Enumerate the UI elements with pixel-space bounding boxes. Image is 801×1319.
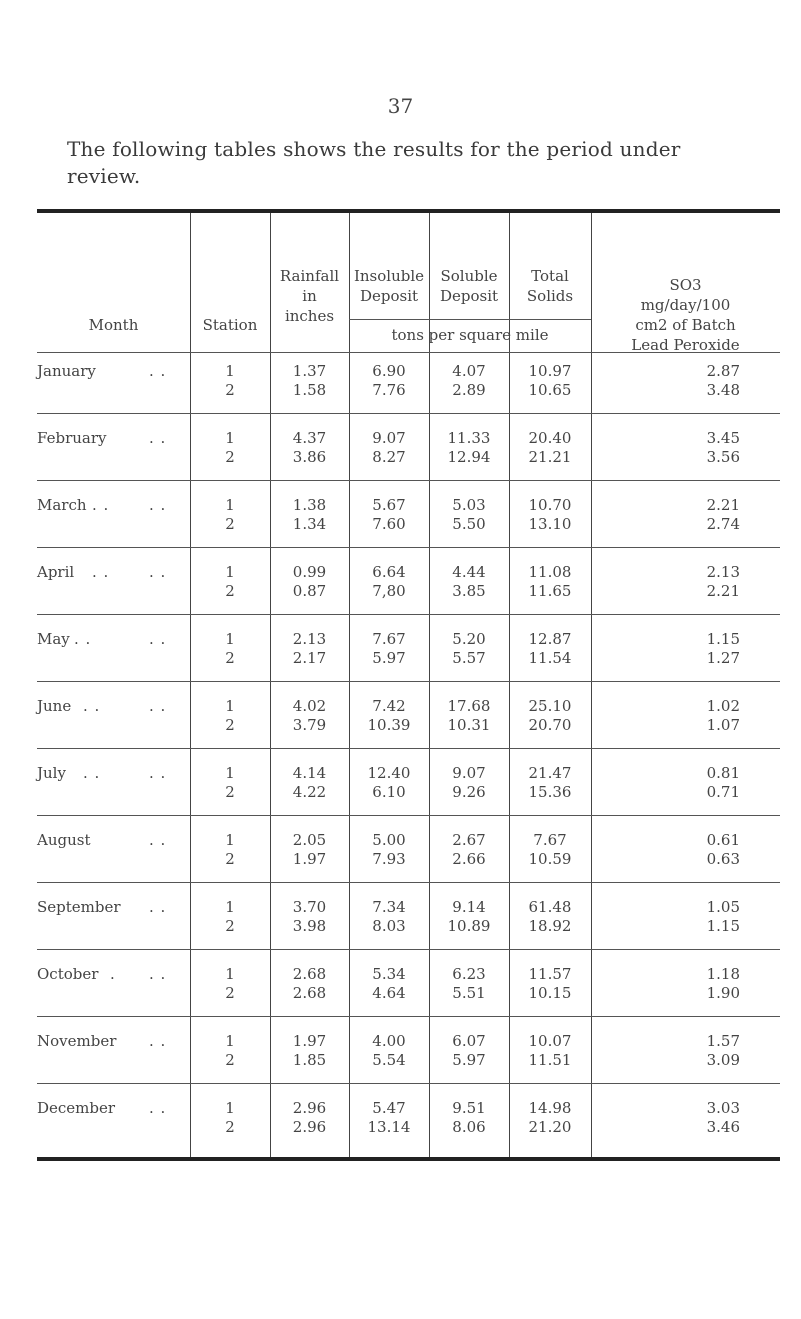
rainfall-value: 1.97	[292, 1032, 327, 1050]
row-divider	[37, 882, 780, 883]
total-value: 21.21	[528, 448, 572, 466]
insoluble-value: 5.54	[372, 1051, 406, 1069]
station-number: 2	[225, 783, 235, 801]
soluble-value: 5.97	[452, 1051, 486, 1069]
header-so3	[591, 275, 780, 355]
insoluble-value: 6.64	[372, 563, 406, 581]
so3-value: 0.63	[706, 850, 740, 868]
header-rainfall-line: inches	[284, 307, 335, 325]
total-value: 15.36	[528, 783, 572, 801]
month-inline-dots: . .	[83, 764, 101, 782]
row-divider	[37, 748, 780, 749]
total-value: 14.98	[528, 1099, 572, 1117]
soluble-value: 10.89	[447, 917, 491, 935]
rainfall-value: 2.17	[292, 649, 327, 667]
header-so3-line: SO3	[669, 276, 702, 294]
intro-paragraph: The following tables shows the results for the period under review.	[67, 137, 681, 188]
rainfall-value: 1.58	[292, 381, 327, 399]
month-inline-dots: . .	[92, 563, 110, 581]
so3-value: 1.57	[706, 1032, 740, 1050]
total-value: 20.40	[528, 429, 572, 447]
station-number: 1	[225, 898, 235, 916]
total-value: 10.65	[528, 381, 572, 399]
total-value: 10.15	[528, 984, 572, 1002]
header-so3-line: mg/day/100	[640, 296, 731, 314]
soluble-value: 17.68	[447, 697, 491, 715]
station-number: 2	[225, 515, 235, 533]
total-value: 11.57	[528, 965, 572, 983]
total-value: 13.10	[528, 515, 572, 533]
station-number: 1	[225, 496, 235, 514]
so3-value: 1.15	[706, 917, 740, 935]
row-divider	[37, 949, 780, 950]
leader-dots: . .	[149, 362, 167, 380]
station-number: 1	[225, 831, 235, 849]
rainfall-value: 2.05	[292, 831, 327, 849]
leader-dots: . .	[149, 697, 167, 715]
soluble-value: 3.85	[452, 582, 486, 600]
row-divider	[37, 1016, 780, 1017]
station-number: 1	[225, 764, 235, 782]
station-number: 2	[225, 649, 235, 667]
table-top-rule	[37, 209, 780, 213]
total-value: 10.07	[528, 1032, 572, 1050]
soluble-value: 6.07	[452, 1032, 486, 1050]
header-rainfall-line: Rainfall	[279, 267, 340, 285]
header-insoluble-line: Deposit	[359, 287, 419, 305]
so3-value: 2.74	[706, 515, 740, 533]
so3-value: 0.61	[706, 831, 740, 849]
rainfall-value: 4.22	[292, 783, 327, 801]
header-insoluble	[349, 266, 429, 306]
header-so3-line: cm2 of Batch	[635, 316, 736, 334]
so3-value: 2.21	[706, 496, 740, 514]
month-label: November	[37, 1032, 117, 1050]
station-number: 1	[225, 697, 235, 715]
leader-dots: . .	[149, 429, 167, 447]
month-label: March	[37, 496, 87, 514]
station-number: 1	[225, 1099, 235, 1117]
station-number: 2	[225, 984, 235, 1002]
leader-dots: . .	[149, 965, 167, 983]
total-value: 10.70	[528, 496, 572, 514]
so3-value: 1.27	[706, 649, 740, 667]
so3-value: 2.21	[706, 582, 740, 600]
so3-value: 0.71	[706, 783, 740, 801]
rainfall-value: 4.14	[292, 764, 327, 782]
soluble-value: 5.20	[452, 630, 486, 648]
total-value: 11.54	[528, 649, 572, 667]
station-number: 2	[225, 716, 235, 734]
rainfall-value: 3.79	[292, 716, 327, 734]
rainfall-value: 1.38	[292, 496, 327, 514]
rainfall-value: 0.87	[292, 582, 327, 600]
rainfall-value: 2.13	[292, 630, 327, 648]
insoluble-value: 7,80	[372, 582, 406, 600]
insoluble-value: 8.27	[372, 448, 406, 466]
station-number: 1	[225, 1032, 235, 1050]
row-divider	[37, 547, 780, 548]
month-label: September	[37, 898, 121, 916]
header-soluble-line: Deposit	[439, 287, 499, 305]
total-value: 18.92	[528, 917, 572, 935]
soluble-value: 5.51	[452, 984, 486, 1002]
rainfall-value: 4.02	[292, 697, 327, 715]
insoluble-value: 5.67	[372, 496, 406, 514]
soluble-value: 4.44	[452, 563, 486, 581]
so3-value: 1.15	[706, 630, 740, 648]
soluble-value: 4.07	[452, 362, 486, 380]
so3-value: 3.46	[706, 1118, 740, 1136]
so3-value: 1.02	[706, 697, 740, 715]
leader-dots: . .	[149, 563, 167, 581]
header-rainfall	[270, 266, 349, 326]
soluble-value: 5.03	[452, 496, 486, 514]
insoluble-value: 4.64	[372, 984, 406, 1002]
table-bottom-rule	[37, 1157, 780, 1161]
total-value: 21.20	[528, 1118, 572, 1136]
so3-value: 1.18	[706, 965, 740, 983]
insoluble-value: 7.60	[372, 515, 406, 533]
total-value: 11.51	[528, 1051, 572, 1069]
units-rule	[349, 319, 591, 320]
rainfall-value: 3.86	[292, 448, 327, 466]
header-total	[509, 266, 591, 306]
so3-value: 3.48	[706, 381, 740, 399]
insoluble-value: 7.34	[372, 898, 406, 916]
soluble-value: 2.89	[452, 381, 486, 399]
insoluble-value: 5.97	[372, 649, 406, 667]
month-inline-dots: . .	[74, 630, 92, 648]
insoluble-value: 4.00	[372, 1032, 406, 1050]
soluble-value: 2.66	[452, 850, 486, 868]
leader-dots: . .	[149, 1032, 167, 1050]
station-number: 1	[225, 630, 235, 648]
rainfall-value: 0.99	[292, 563, 327, 581]
soluble-value: 9.07	[452, 764, 486, 782]
header-total-line: Solids	[526, 287, 574, 305]
month-label: June	[37, 697, 72, 715]
rainfall-value: 3.98	[292, 917, 327, 935]
insoluble-value: 7.76	[372, 381, 406, 399]
soluble-value: 5.57	[452, 649, 486, 667]
soluble-value: 10.31	[447, 716, 491, 734]
total-value: 10.59	[528, 850, 572, 868]
header-month: Month	[88, 316, 139, 334]
insoluble-value: 5.47	[372, 1099, 406, 1117]
header-total-line: Total	[531, 267, 569, 285]
insoluble-value: 12.40	[367, 764, 411, 782]
rainfall-value: 1.85	[292, 1051, 327, 1069]
total-value: 7.67	[533, 831, 567, 849]
so3-value: 1.07	[706, 716, 740, 734]
so3-value: 2.13	[706, 563, 740, 581]
so3-value: 1.90	[706, 984, 740, 1002]
so3-value: 3.09	[706, 1051, 740, 1069]
insoluble-value: 6.90	[372, 362, 406, 380]
month-label: May	[37, 630, 70, 648]
row-divider	[37, 413, 780, 414]
insoluble-value: 7.42	[372, 697, 406, 715]
row-divider	[37, 681, 780, 682]
header-rainfall-line: in	[302, 287, 317, 305]
total-value: 61.48	[528, 898, 572, 916]
header-station: Station	[202, 316, 258, 334]
so3-value: 2.87	[706, 362, 740, 380]
insoluble-value: 6.10	[372, 783, 406, 801]
month-label: August	[37, 831, 91, 849]
row-divider	[37, 480, 780, 481]
leader-dots: . .	[149, 764, 167, 782]
row-divider	[37, 614, 780, 615]
leader-dots: . .	[149, 1099, 167, 1117]
month-label: February	[37, 429, 107, 447]
header-soluble	[429, 266, 509, 306]
station-number: 1	[225, 563, 235, 581]
leader-dots: . .	[149, 630, 167, 648]
month-inline-dots: . .	[92, 496, 110, 514]
insoluble-value: 7.93	[372, 850, 406, 868]
header-insoluble-line: Insoluble	[353, 267, 425, 285]
leader-dots: . .	[149, 898, 167, 916]
so3-value: 0.81	[706, 764, 740, 782]
total-value: 12.87	[528, 630, 572, 648]
insoluble-value: 10.39	[367, 716, 411, 734]
header-soluble-line: Soluble	[440, 267, 498, 285]
station-number: 2	[225, 1118, 235, 1136]
month-label: December	[37, 1099, 116, 1117]
rainfall-value: 1.34	[292, 515, 327, 533]
soluble-value: 11.33	[447, 429, 491, 447]
total-value: 21.47	[528, 764, 572, 782]
month-inline-dots: .	[110, 965, 116, 983]
total-value: 10.97	[528, 362, 572, 380]
row-divider	[37, 1083, 780, 1084]
leader-dots: . .	[149, 831, 167, 849]
rainfall-value: 1.97	[292, 850, 327, 868]
page-number: 37	[387, 94, 414, 118]
month-label: April	[37, 563, 75, 581]
station-number: 2	[225, 582, 235, 600]
insoluble-value: 5.00	[372, 831, 406, 849]
station-number: 2	[225, 1051, 235, 1069]
rainfall-value: 4.37	[292, 429, 327, 447]
station-number: 1	[225, 429, 235, 447]
insoluble-value: 13.14	[367, 1118, 411, 1136]
soluble-value: 5.50	[452, 515, 486, 533]
station-number: 1	[225, 362, 235, 380]
month-label: January	[37, 362, 96, 380]
rainfall-value: 1.37	[292, 362, 327, 380]
leader-dots: . .	[149, 496, 167, 514]
results-table	[37, 209, 780, 1160]
total-value: 11.08	[528, 563, 572, 581]
rainfall-value: 2.68	[292, 984, 327, 1002]
total-value: 25.10	[528, 697, 572, 715]
total-value: 11.65	[528, 582, 572, 600]
month-label: July	[37, 764, 66, 782]
soluble-value: 6.23	[452, 965, 486, 983]
insoluble-value: 7.67	[372, 630, 406, 648]
station-number: 2	[225, 448, 235, 466]
soluble-value: 12.94	[447, 448, 491, 466]
soluble-value: 9.26	[452, 783, 486, 801]
insoluble-value: 8.03	[372, 917, 406, 935]
so3-value: 3.45	[706, 429, 740, 447]
soluble-value: 9.51	[452, 1099, 486, 1117]
row-divider	[37, 815, 780, 816]
soluble-value: 2.67	[452, 831, 486, 849]
soluble-value: 9.14	[452, 898, 486, 916]
total-value: 20.70	[528, 716, 572, 734]
month-label: October	[37, 965, 99, 983]
header-units: tons per square mile	[391, 326, 549, 344]
station-number: 2	[225, 381, 235, 399]
soluble-value: 8.06	[452, 1118, 486, 1136]
header-so3-line: Lead Peroxide	[631, 336, 740, 354]
so3-value: 3.56	[706, 448, 740, 466]
station-number: 2	[225, 850, 235, 868]
station-number: 2	[225, 917, 235, 935]
so3-value: 1.05	[706, 898, 740, 916]
rainfall-value: 3.70	[292, 898, 327, 916]
so3-value: 3.03	[706, 1099, 740, 1117]
station-number: 1	[225, 965, 235, 983]
insoluble-value: 9.07	[372, 429, 406, 447]
insoluble-value: 5.34	[372, 965, 406, 983]
month-inline-dots: . .	[83, 697, 101, 715]
rainfall-value: 2.96	[292, 1118, 327, 1136]
rainfall-value: 2.68	[292, 965, 327, 983]
rainfall-value: 2.96	[292, 1099, 327, 1117]
